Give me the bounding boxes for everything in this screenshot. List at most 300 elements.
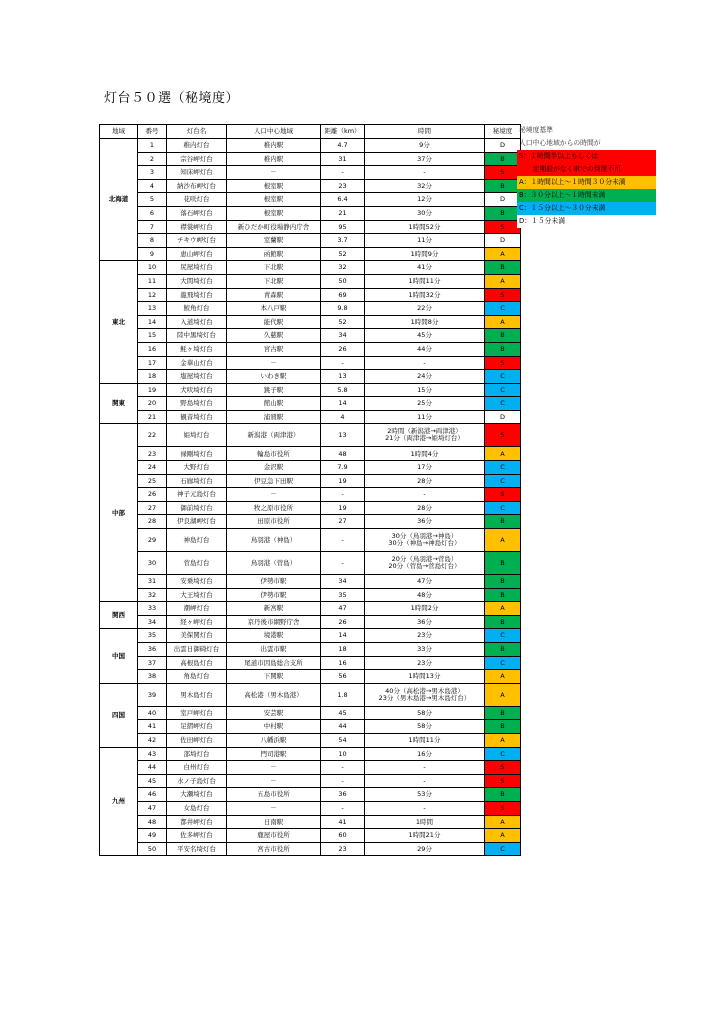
table-row xyxy=(100,461,521,475)
number-cell: 33 xyxy=(138,602,167,616)
population-center-cell: 函館駅 xyxy=(227,247,321,261)
number-cell: 50 xyxy=(138,842,167,856)
lighthouse-name-cell: 佐田岬灯台 xyxy=(167,733,227,747)
number-cell: 13 xyxy=(138,302,167,316)
remoteness-grade-cell: A xyxy=(485,529,521,552)
number-cell: 31 xyxy=(138,575,167,589)
remoteness-grade-cell: S xyxy=(485,288,521,302)
remoteness-grade-cell: C xyxy=(485,383,521,397)
time-cell: 41分 xyxy=(365,261,485,275)
time-cell: 11分 xyxy=(365,410,485,424)
time-cell: 25分 xyxy=(365,397,485,411)
lighthouse-name-cell: 美保関灯台 xyxy=(167,629,227,643)
number-cell: 21 xyxy=(138,410,167,424)
table-row xyxy=(100,410,521,424)
time-cell: 24分 xyxy=(365,370,485,384)
number-cell: 8 xyxy=(138,234,167,248)
number-cell: 4 xyxy=(138,179,167,193)
distance-cell: 31 xyxy=(321,152,365,166)
remoteness-grade-cell: S xyxy=(485,488,521,502)
lighthouse-name-cell: 部埼灯台 xyxy=(167,747,227,761)
number-cell: 7 xyxy=(138,220,167,234)
distance-cell: 23 xyxy=(321,179,365,193)
time-cell: 1時間8分 xyxy=(365,315,485,329)
lighthouse-name-cell: 姫埼灯台 xyxy=(167,424,227,447)
distance-cell: 26 xyxy=(321,615,365,629)
population-center-cell: 伊勢市駅 xyxy=(227,575,321,589)
distance-cell: 32 xyxy=(321,261,365,275)
population-center-cell: 伊豆急下田駅 xyxy=(227,474,321,488)
remoteness-grade-cell: S xyxy=(485,220,521,234)
number-cell: 44 xyxy=(138,761,167,775)
time-cell: 15分 xyxy=(365,383,485,397)
population-center-cell: 本八戸駅 xyxy=(227,302,321,316)
number-cell: 16 xyxy=(138,342,167,356)
table-row xyxy=(100,801,521,815)
distance-cell: 10 xyxy=(321,747,365,761)
time-cell: 37分 xyxy=(365,152,485,166)
number-cell: 34 xyxy=(138,615,167,629)
distance-cell: - xyxy=(321,761,365,775)
lighthouse-name-cell: 佐多岬灯台 xyxy=(167,829,227,843)
legend-item-d xyxy=(517,215,656,228)
remoteness-grade-cell: C xyxy=(485,747,521,761)
table-row xyxy=(100,670,521,684)
number-cell: 43 xyxy=(138,747,167,761)
remoteness-grade-cell: A xyxy=(485,733,521,747)
distance-cell: 48 xyxy=(321,447,365,461)
legend-item-b xyxy=(517,189,656,202)
table-row xyxy=(100,152,521,166)
header-population-center: 人口中心地域 xyxy=(227,125,321,139)
time-line: 2時間（新潟港→両津港） xyxy=(387,427,462,436)
distance-cell: 41 xyxy=(321,815,365,829)
table-row xyxy=(100,733,521,747)
lighthouse-name-cell: 恵山岬灯台 xyxy=(167,247,227,261)
distance-cell: 26 xyxy=(321,342,365,356)
number-cell: 1 xyxy=(138,139,167,153)
legend-item-text: B：３０分以上～１時間未満 xyxy=(519,191,606,199)
table-row xyxy=(100,247,521,261)
number-cell: 18 xyxy=(138,370,167,384)
remoteness-grade-cell: A xyxy=(485,247,521,261)
number-cell: 41 xyxy=(138,720,167,734)
time-cell: 36分 xyxy=(365,615,485,629)
population-center-cell: 日南駅 xyxy=(227,815,321,829)
distance-cell: 6.4 xyxy=(321,193,365,207)
number-cell: 32 xyxy=(138,588,167,602)
population-center-cell: － xyxy=(227,356,321,370)
remoteness-grade-cell: B xyxy=(485,552,521,575)
region-cell: 四国 xyxy=(100,683,138,747)
number-cell: 6 xyxy=(138,206,167,220)
table-row xyxy=(100,474,521,488)
time-cell xyxy=(365,552,485,575)
table-row xyxy=(100,615,521,629)
population-center-cell: 能代駅 xyxy=(227,315,321,329)
number-cell: 23 xyxy=(138,447,167,461)
table-row xyxy=(100,274,521,288)
time-cell: 23分 xyxy=(365,629,485,643)
lighthouse-name-cell: 知床岬灯台 xyxy=(167,166,227,180)
number-cell: 24 xyxy=(138,461,167,475)
table-row xyxy=(100,220,521,234)
number-cell: 2 xyxy=(138,152,167,166)
number-cell: 17 xyxy=(138,356,167,370)
population-center-cell: 五島市役所 xyxy=(227,788,321,802)
remoteness-grade-cell: D xyxy=(485,410,521,424)
table-row xyxy=(100,356,521,370)
table-row xyxy=(100,788,521,802)
lighthouse-name-cell: 大野灯台 xyxy=(167,461,227,475)
number-cell: 29 xyxy=(138,529,167,552)
distance-cell: - xyxy=(321,774,365,788)
time-line: 30分（神島→神島灯台） xyxy=(388,539,461,548)
time-cell: 53分 xyxy=(365,788,485,802)
distance-cell: - xyxy=(321,356,365,370)
population-center-cell: 鳥羽港（菅島） xyxy=(227,552,321,575)
legend-item-text: C：１５分以上～３０分未満 xyxy=(519,204,606,212)
remoteness-grade-cell: B xyxy=(485,261,521,275)
region-cell: 関西 xyxy=(100,602,138,629)
population-center-cell: 輪島市役所 xyxy=(227,447,321,461)
remoteness-grade-cell: A xyxy=(485,315,521,329)
lighthouse-name-cell: 水ノ子島灯台 xyxy=(167,774,227,788)
remoteness-grade-cell: B xyxy=(485,643,521,657)
population-center-cell: 稚内駅 xyxy=(227,152,321,166)
time-cell: 1時間21分 xyxy=(365,829,485,843)
remoteness-grade-cell: A xyxy=(485,683,521,706)
population-center-cell: 新宮駅 xyxy=(227,602,321,616)
lighthouse-name-cell: 安乗埼灯台 xyxy=(167,575,227,589)
time-cell: 23分 xyxy=(365,656,485,670)
time-cell: 45分 xyxy=(365,329,485,343)
population-center-cell: 銚子駅 xyxy=(227,383,321,397)
distance-cell: 60 xyxy=(321,829,365,843)
time-cell: 16分 xyxy=(365,747,485,761)
population-center-cell: 根室駅 xyxy=(227,179,321,193)
lighthouse-name-cell: 経ヶ岬灯台 xyxy=(167,615,227,629)
remoteness-grade-cell: B xyxy=(485,342,521,356)
lighthouse-name-cell: 神島灯台 xyxy=(167,529,227,552)
time-cell: 1時間 xyxy=(365,815,485,829)
number-cell: 14 xyxy=(138,315,167,329)
number-cell: 27 xyxy=(138,501,167,515)
remoteness-grade-cell: C xyxy=(485,461,521,475)
time-cell xyxy=(365,424,485,447)
population-center-cell: 根室駅 xyxy=(227,193,321,207)
time-line: 20分（菅島→菅島灯台） xyxy=(388,562,461,571)
time-line: 21分（両津港→姫埼灯台） xyxy=(385,434,464,443)
table-row xyxy=(100,529,521,552)
remoteness-grade-cell: B xyxy=(485,179,521,193)
table-row xyxy=(100,761,521,775)
legend-item-text: S：１時間半以上もしくは xyxy=(519,152,599,160)
time-cell: - xyxy=(365,356,485,370)
time-cell: 36分 xyxy=(365,515,485,529)
remoteness-grade-cell: C xyxy=(485,501,521,515)
distance-cell: 50 xyxy=(321,274,365,288)
remoteness-grade-cell: B xyxy=(485,788,521,802)
number-cell: 15 xyxy=(138,329,167,343)
number-cell: 39 xyxy=(138,683,167,706)
distance-cell: 21 xyxy=(321,206,365,220)
time-cell: 47分 xyxy=(365,575,485,589)
distance-cell: 54 xyxy=(321,733,365,747)
region-cell: 関東 xyxy=(100,383,138,424)
legend-item-s xyxy=(517,150,656,176)
number-cell: 36 xyxy=(138,643,167,657)
lighthouse-name-cell: 足摺岬灯台 xyxy=(167,720,227,734)
remoteness-grade-cell: B xyxy=(485,720,521,734)
population-center-cell: 宮古市役所 xyxy=(227,842,321,856)
time-cell: 11分 xyxy=(365,234,485,248)
legend-item-text: D：１５分未満 xyxy=(519,217,566,225)
table-row xyxy=(100,193,521,207)
remoteness-grade-cell: B xyxy=(485,329,521,343)
table-row xyxy=(100,706,521,720)
table-row xyxy=(100,501,521,515)
number-cell: 11 xyxy=(138,274,167,288)
lighthouse-name-cell: 御前埼灯台 xyxy=(167,501,227,515)
table-row xyxy=(100,139,521,153)
remoteness-grade-cell: B xyxy=(485,515,521,529)
time-cell: 1時間13分 xyxy=(365,670,485,684)
distance-cell: 19 xyxy=(321,501,365,515)
legend-item-text: 定期船がなく車での到達不可 xyxy=(519,165,621,173)
time-cell: 1時間4分 xyxy=(365,447,485,461)
distance-cell: 45 xyxy=(321,706,365,720)
population-center-cell: 京丹後市網野庁舎 xyxy=(227,615,321,629)
population-center-cell: － xyxy=(227,801,321,815)
number-cell: 48 xyxy=(138,815,167,829)
table-row xyxy=(100,166,521,180)
table-row xyxy=(100,575,521,589)
table-row xyxy=(100,302,521,316)
header-time: 時間 xyxy=(365,125,485,139)
lighthouse-name-cell: 落石岬灯台 xyxy=(167,206,227,220)
distance-cell: 34 xyxy=(321,329,365,343)
distance-cell: - xyxy=(321,488,365,502)
population-center-cell: 下関駅 xyxy=(227,670,321,684)
lighthouse-name-cell: 高根島灯台 xyxy=(167,656,227,670)
time-cell: 58分 xyxy=(365,706,485,720)
distance-cell: 47 xyxy=(321,602,365,616)
lighthouse-name-cell: 平安名埼灯台 xyxy=(167,842,227,856)
lighthouse-name-cell: 入道埼灯台 xyxy=(167,315,227,329)
distance-cell: 4 xyxy=(321,410,365,424)
remoteness-grade-cell: A xyxy=(485,602,521,616)
number-cell: 12 xyxy=(138,288,167,302)
lighthouse-name-cell: 塩屋埼灯台 xyxy=(167,370,227,384)
table-row xyxy=(100,747,521,761)
population-center-cell: 鳥羽港（神島） xyxy=(227,529,321,552)
population-center-cell: 下北駅 xyxy=(227,274,321,288)
table-row xyxy=(100,552,521,575)
number-cell: 9 xyxy=(138,247,167,261)
population-center-cell: － xyxy=(227,488,321,502)
remoteness-grade-cell: D xyxy=(485,193,521,207)
lighthouse-name-cell: 角島灯台 xyxy=(167,670,227,684)
table-row xyxy=(100,315,521,329)
population-center-cell: 室蘭駅 xyxy=(227,234,321,248)
distance-cell: 1.8 xyxy=(321,683,365,706)
remoteness-grade-cell: C xyxy=(485,629,521,643)
distance-cell: - xyxy=(321,166,365,180)
remoteness-grade-cell: S xyxy=(485,356,521,370)
time-cell xyxy=(365,529,485,552)
distance-cell: 18 xyxy=(321,643,365,657)
number-cell: 3 xyxy=(138,166,167,180)
lighthouse-name-cell: 襟裳岬灯台 xyxy=(167,220,227,234)
distance-cell: 3.7 xyxy=(321,234,365,248)
distance-cell: 27 xyxy=(321,515,365,529)
table-row xyxy=(100,397,521,411)
remoteness-grade-cell: A xyxy=(485,815,521,829)
lighthouse-name-cell: 花咲灯台 xyxy=(167,193,227,207)
time-cell: 1時間32分 xyxy=(365,288,485,302)
remoteness-grade-cell: B xyxy=(485,152,521,166)
remoteness-grade-cell: A xyxy=(485,670,521,684)
time-cell: 30分 xyxy=(365,206,485,220)
lighthouse-name-cell: 白州灯台 xyxy=(167,761,227,775)
lighthouse-table xyxy=(99,124,521,856)
distance-cell: - xyxy=(321,529,365,552)
distance-cell: 52 xyxy=(321,315,365,329)
number-cell: 38 xyxy=(138,670,167,684)
table-row xyxy=(100,774,521,788)
number-cell: 30 xyxy=(138,552,167,575)
lighthouse-name-cell: 尻屋埼灯台 xyxy=(167,261,227,275)
remoteness-grade-cell: C xyxy=(485,397,521,411)
region-cell: 中部 xyxy=(100,424,138,602)
region-cell: 北海道 xyxy=(100,139,138,261)
lighthouse-name-cell: 都井岬灯台 xyxy=(167,815,227,829)
distance-cell: 34 xyxy=(321,575,365,589)
population-center-cell: 下北駅 xyxy=(227,261,321,275)
number-cell: 20 xyxy=(138,397,167,411)
distance-cell: 44 xyxy=(321,720,365,734)
table-body xyxy=(100,139,521,856)
legend-title: 秘境度基準 xyxy=(519,126,553,134)
number-cell: 10 xyxy=(138,261,167,275)
number-cell: 26 xyxy=(138,488,167,502)
table-row xyxy=(100,656,521,670)
number-cell: 37 xyxy=(138,656,167,670)
remoteness-grade-cell: S xyxy=(485,166,521,180)
remoteness-grade-cell: A xyxy=(485,274,521,288)
time-cell: 33分 xyxy=(365,643,485,657)
remoteness-grade-cell: C xyxy=(485,474,521,488)
region-cell: 九州 xyxy=(100,747,138,856)
lighthouse-name-cell: 野島埼灯台 xyxy=(167,397,227,411)
population-center-cell: 青森駅 xyxy=(227,288,321,302)
lighthouse-name-cell: 菅島灯台 xyxy=(167,552,227,575)
lighthouse-name-cell: 龍飛埼灯台 xyxy=(167,288,227,302)
number-cell: 25 xyxy=(138,474,167,488)
distance-cell: - xyxy=(321,801,365,815)
legend-item-a xyxy=(517,176,656,189)
lighthouse-name-cell: 伊良湖岬灯台 xyxy=(167,515,227,529)
time-cell: 28分 xyxy=(365,501,485,515)
time-cell: - xyxy=(365,761,485,775)
table-row xyxy=(100,206,521,220)
number-cell: 47 xyxy=(138,801,167,815)
population-center-cell: 稚内駅 xyxy=(227,139,321,153)
time-line: 20分（鳥羽港→菅島） xyxy=(391,554,458,563)
table-row xyxy=(100,588,521,602)
lighthouse-name-cell: 宗谷岬灯台 xyxy=(167,152,227,166)
lighthouse-name-cell: 金華山灯台 xyxy=(167,356,227,370)
remoteness-grade-cell: S xyxy=(485,801,521,815)
table-row xyxy=(100,629,521,643)
table-row xyxy=(100,720,521,734)
table-row xyxy=(100,370,521,384)
time-cell: 48分 xyxy=(365,588,485,602)
table-row xyxy=(100,383,521,397)
distance-cell: 19 xyxy=(321,474,365,488)
table-row xyxy=(100,829,521,843)
time-cell: - xyxy=(365,166,485,180)
lighthouse-name-cell: 室戸岬灯台 xyxy=(167,706,227,720)
distance-cell: 14 xyxy=(321,397,365,411)
region-cell: 東北 xyxy=(100,261,138,383)
lighthouse-name-cell: 神子元島灯台 xyxy=(167,488,227,502)
time-cell: 12分 xyxy=(365,193,485,207)
table-row xyxy=(100,329,521,343)
population-center-cell: 牧之原市役所 xyxy=(227,501,321,515)
lighthouse-name-cell: 鮫角灯台 xyxy=(167,302,227,316)
number-cell: 42 xyxy=(138,733,167,747)
lighthouse-name-cell: 魹ヶ埼灯台 xyxy=(167,342,227,356)
distance-cell: 36 xyxy=(321,788,365,802)
lighthouse-name-cell: 禄剛埼灯台 xyxy=(167,447,227,461)
time-cell: 1時間11分 xyxy=(365,733,485,747)
remoteness-grade-cell: A xyxy=(485,447,521,461)
remoteness-grade-cell: A xyxy=(485,829,521,843)
remoteness-grade-cell: B xyxy=(485,206,521,220)
number-cell: 40 xyxy=(138,706,167,720)
header-remoteness: 秘境度 xyxy=(485,125,521,139)
distance-cell: 13 xyxy=(321,370,365,384)
time-cell: - xyxy=(365,801,485,815)
distance-cell: 14 xyxy=(321,629,365,643)
legend-item-text: A：１時間以上～１時間３０分未満 xyxy=(519,178,626,186)
lighthouse-name-cell: 女島灯台 xyxy=(167,801,227,815)
distance-cell: 95 xyxy=(321,220,365,234)
distance-cell: 4.7 xyxy=(321,139,365,153)
time-cell: 9分 xyxy=(365,139,485,153)
table-row xyxy=(100,424,521,447)
header-lighthouse-name: 灯台名 xyxy=(167,125,227,139)
distance-cell: 35 xyxy=(321,588,365,602)
lighthouse-name-cell: 大瀬埼灯台 xyxy=(167,788,227,802)
remoteness-grade-cell: B xyxy=(485,588,521,602)
legend-subtitle: 人口中心地域からの時間が xyxy=(519,139,601,147)
population-center-cell: － xyxy=(227,774,321,788)
table-row xyxy=(100,515,521,529)
population-center-cell: 高松港（男木島港） xyxy=(227,683,321,706)
region-cell: 中国 xyxy=(100,629,138,683)
remoteness-grade-cell: S xyxy=(485,774,521,788)
time-line: 30分（鳥羽港→神島） xyxy=(391,531,458,540)
population-center-cell: 根室駅 xyxy=(227,206,321,220)
population-center-cell: 八幡浜駅 xyxy=(227,733,321,747)
number-cell: 46 xyxy=(138,788,167,802)
table-row xyxy=(100,288,521,302)
time-cell: 1時間2分 xyxy=(365,602,485,616)
population-center-cell: 伊勢市駅 xyxy=(227,588,321,602)
